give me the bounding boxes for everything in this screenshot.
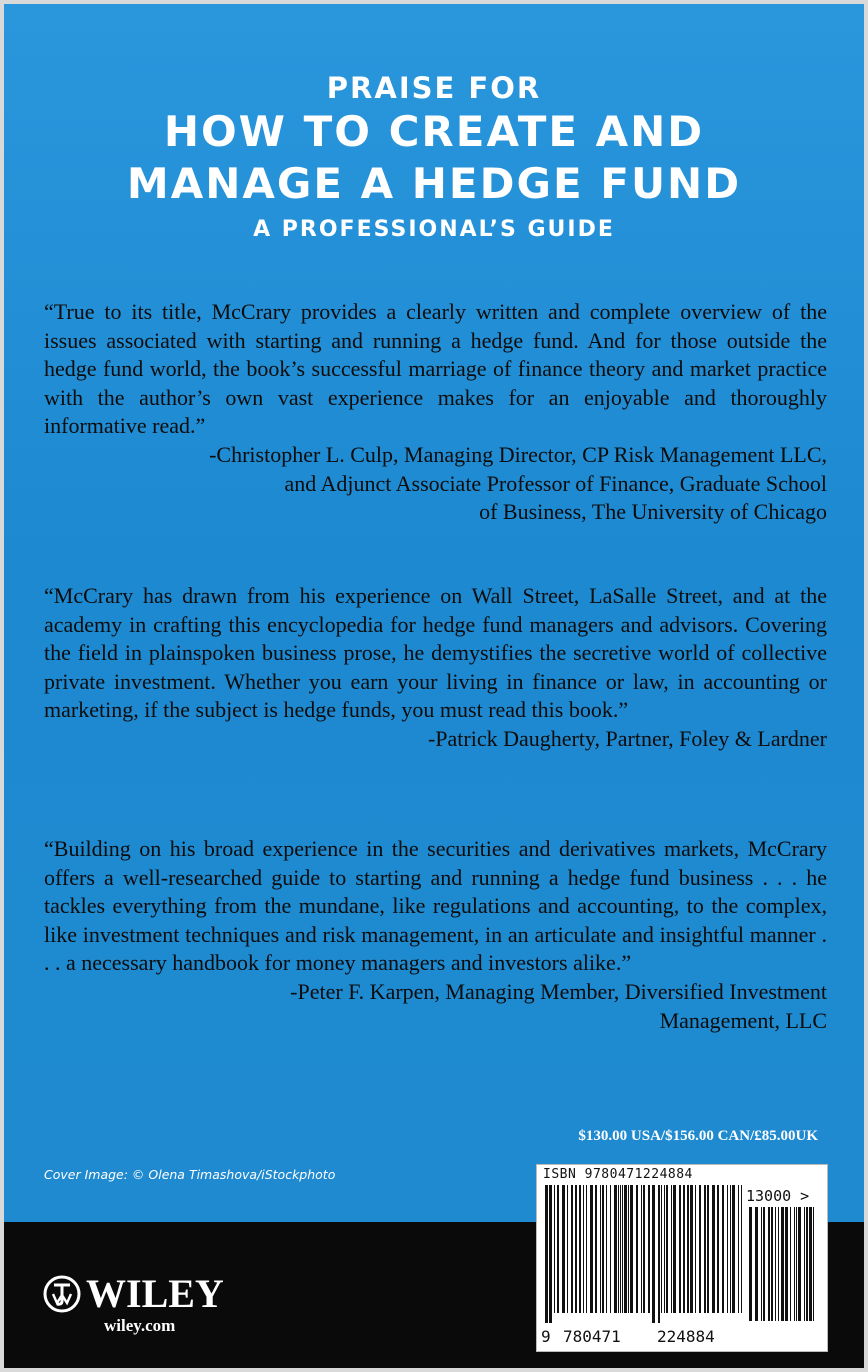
quote-attribution-line: of Business, The University of Chicago — [479, 499, 827, 525]
barcode-bar — [717, 1185, 719, 1313]
barcode-bar — [575, 1185, 577, 1313]
barcode-bar — [590, 1185, 593, 1313]
barcode-bar — [749, 1207, 752, 1321]
price-line: $130.00 USA/$156.00 CAN/£85.00UK — [578, 1128, 818, 1144]
barcode-bar — [695, 1185, 696, 1313]
barcode-bar — [554, 1185, 555, 1313]
barcode-bar — [562, 1185, 565, 1313]
barcode-bar — [798, 1207, 801, 1321]
praise-quote-3 — [44, 835, 827, 1035]
barcode-bar — [790, 1207, 791, 1321]
barcode-bar — [785, 1207, 788, 1321]
barcode-bar — [636, 1185, 638, 1313]
barcode-bar — [730, 1185, 731, 1313]
cover-image-credit: Cover Image: © Olena Timashova/iStockphoto — [44, 1167, 336, 1182]
quote-attribution-line: Management, LLC — [659, 1007, 827, 1033]
barcode-bar — [683, 1185, 685, 1313]
barcode-bar — [606, 1185, 607, 1313]
quote-attribution-line: -Patrick Daugherty, Partner, Foley & Lardner — [427, 725, 827, 751]
barcode-bar — [545, 1185, 548, 1323]
praise-for-heading: PRAISE FOR — [326, 71, 542, 105]
barcode-bar — [600, 1185, 601, 1313]
barcode-bar — [722, 1185, 724, 1313]
barcode-bar — [620, 1185, 621, 1313]
barcode-bar — [661, 1185, 662, 1313]
barcode-bar — [622, 1185, 623, 1313]
barcode-bar — [755, 1207, 758, 1321]
barcode-bar — [741, 1185, 742, 1313]
quote-text: “True to its title, McCrary provides a clearly written and complete overview of the issues associated with starting and running a hedge fund. And for those outside the hedge fund world, the book’s successful marriage of finance theory and market practice with the author’s own vast experience makes for an enjoyable and thoroughly informative read.” — [44, 299, 827, 439]
quote-attribution-line: -Peter F. Karpen, Managing Member, Diversified Investment — [290, 978, 827, 1004]
isbn-digit-group: 9 — [541, 1327, 551, 1346]
barcode-bar — [687, 1185, 689, 1313]
quote-text: “Building on his broad experience in the securities and derivatives markets, McCrary offers a well-researched guide to starting and running a hedge fund business . . . he tackles everything from the mundane, like regulations and accounting, to the complex, like investment techniques and risk management, in an articulate and insightful manner . . . a necessary handbook for money managers and investors alike.” — [44, 836, 827, 976]
barcode-bar — [796, 1207, 797, 1321]
cover-header — [4, 70, 864, 246]
barcode-price-code: 13000 > — [746, 1187, 810, 1205]
barcode-bar — [699, 1185, 701, 1313]
barcode-bar — [567, 1185, 568, 1313]
isbn-barcode — [536, 1164, 828, 1352]
barcode-bar — [673, 1185, 676, 1313]
barcode-bar — [738, 1185, 739, 1313]
barcode-bar — [712, 1185, 715, 1313]
barcode-bar — [602, 1185, 604, 1313]
barcode-bar — [595, 1185, 597, 1313]
barcode-bar — [549, 1185, 552, 1323]
quote-attribution-line: -Christopher L. Culp, Managing Director, CP Risk Management LLC, — [209, 441, 827, 467]
barcode-bar — [806, 1207, 808, 1321]
barcode-bar — [641, 1185, 642, 1313]
barcode-bar — [763, 1207, 765, 1321]
barcode-bar — [630, 1185, 633, 1313]
barcode-bar — [804, 1207, 805, 1321]
barcode-bar — [778, 1207, 779, 1321]
publisher-url[interactable]: wiley.com — [104, 1316, 176, 1335]
barcode-bar — [643, 1185, 645, 1313]
quote-attribution-line: and Adjunct Associate Professor of Finance, Graduate School — [284, 470, 827, 496]
praise-quote-2 — [44, 582, 827, 754]
wiley-jw-seal-icon — [42, 1274, 82, 1314]
quote-text: “McCrary has drawn from his experience on Wall Street, LaSalle Street, and at the academy in crafting this encyclopedia for hedge fund managers and advisors. Covering the field in plainspoken business prose, he demystifies the secretive world of collective private investment. Whether you earn your living in finance or law, in accounting or marketing, if the subject is hedge funds, you must read this book.” — [44, 583, 827, 723]
barcode-bar — [732, 1185, 735, 1313]
price-addon-barcode-bars — [749, 1207, 819, 1325]
barcode-bar — [768, 1207, 770, 1321]
wiley-logo — [42, 1272, 224, 1316]
barcode-bar — [771, 1207, 773, 1321]
isbn-digit-group: 780471 — [563, 1327, 621, 1346]
barcode-bar — [583, 1185, 584, 1313]
barcode-bar — [707, 1185, 709, 1313]
barcode-bar — [571, 1185, 573, 1313]
barcode-bar — [557, 1185, 559, 1313]
barcode-bar — [775, 1207, 776, 1321]
book-title-line-2: MANAGE A HEDGE FUND — [126, 159, 742, 208]
barcode-bar — [658, 1185, 660, 1323]
barcode-bar — [618, 1185, 619, 1313]
barcode-bar — [652, 1185, 655, 1323]
barcode-bar — [664, 1185, 665, 1313]
barcode-bar — [624, 1185, 627, 1313]
barcode-bar — [761, 1207, 762, 1321]
barcode-bar — [727, 1185, 728, 1313]
barcode-bar — [813, 1207, 814, 1321]
barcode-bar — [614, 1185, 617, 1313]
barcode-bar — [679, 1185, 681, 1313]
barcode-bar — [671, 1185, 672, 1313]
barcode-bar — [809, 1207, 812, 1321]
barcode-bar — [610, 1185, 611, 1313]
praise-quote-1 — [44, 298, 827, 527]
ean13-barcode-bars — [545, 1185, 745, 1329]
barcode-bar — [579, 1185, 581, 1313]
barcode-bar — [648, 1185, 650, 1313]
barcode-bar — [690, 1185, 693, 1313]
isbn-digit-group: 224884 — [657, 1327, 715, 1346]
isbn-label: ISBN 9780471224884 — [543, 1167, 693, 1182]
barcode-bar — [794, 1207, 795, 1321]
book-title-line-1: HOW TO CREATE AND — [163, 107, 705, 156]
barcode-bar — [666, 1185, 668, 1313]
barcode-bar — [704, 1185, 706, 1313]
barcode-bar — [628, 1185, 629, 1313]
barcode-bar — [781, 1207, 784, 1321]
book-subtitle: A PROFESSIONAL’S GUIDE — [253, 217, 615, 242]
publisher-name: WILEY — [86, 1271, 224, 1316]
barcode-bar — [586, 1185, 587, 1313]
